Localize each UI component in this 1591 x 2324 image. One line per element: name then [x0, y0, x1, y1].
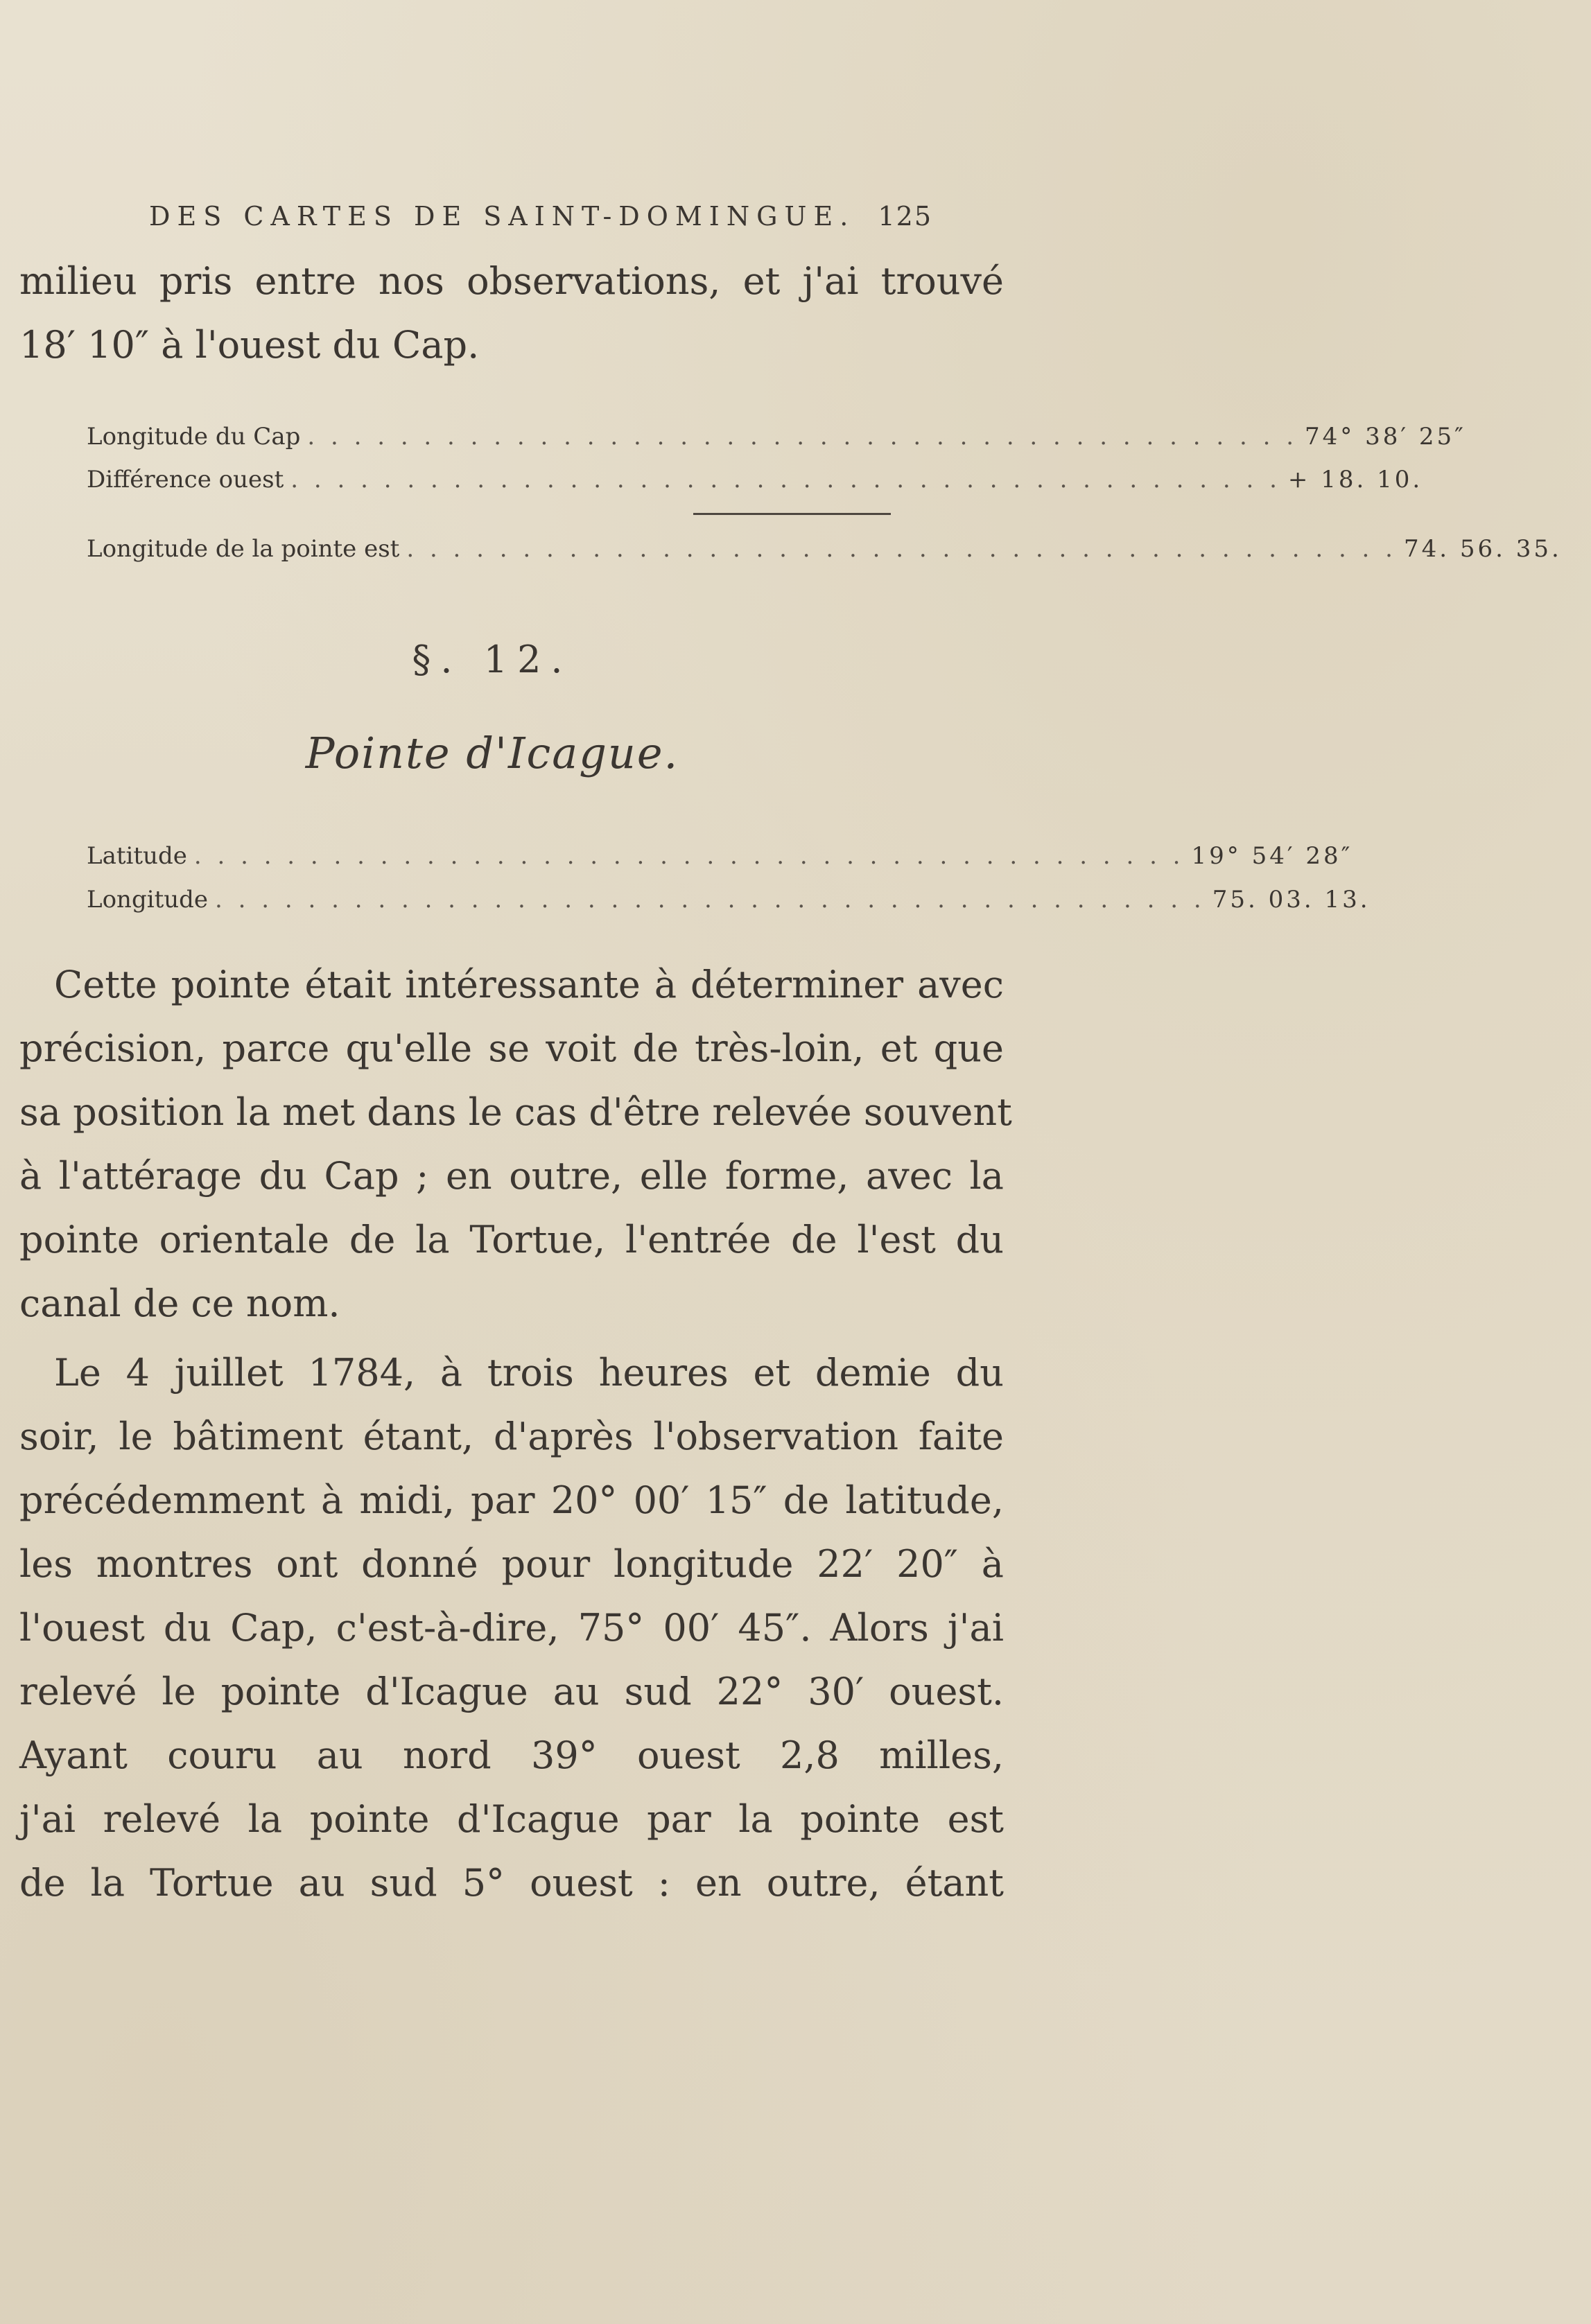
row-value: + 18. 10. — [1287, 466, 1423, 493]
text-line: sa position la met dans le cas d'être relevée souvent — [19, 1090, 1012, 1134]
text-line: Le 4 juillet 1784, à trois heures et demie du — [54, 1351, 1004, 1395]
text-line: j'ai relevé la pointe d'Icague par la pointe est — [19, 1797, 1004, 1841]
row-value: 19° 54′ 28″ — [1191, 842, 1353, 870]
text-line: les montres ont donné pour longitude 22′ 20″ à — [19, 1542, 1004, 1586]
text-line: soir, le bâtiment étant, d'après l'observation faite — [19, 1415, 1004, 1458]
text-line: de la Tortue au sud 5° ouest : en outre, étant — [19, 1861, 1004, 1905]
row-value: 74° 38′ 25″ — [1305, 423, 1466, 451]
leader-dots: . . . . . . . . . . . . . . . . . . . . . . . . . . . . . . . . . . . . . . . . . . . — [307, 423, 1298, 451]
row-label: Différence ouest — [87, 466, 284, 493]
table-row — [87, 416, 1466, 457]
row-value: 75. 03. 13. — [1212, 886, 1371, 914]
text-line: précédemment à midi, par 20° 00′ 15″ de latitude, — [19, 1478, 1004, 1522]
row-value: 74. 56. 35. — [1403, 535, 1562, 563]
table-row — [87, 528, 1562, 570]
section-title: Pointe d'Icague. — [305, 728, 679, 778]
leader-dots: . . . . . . . . . . . . . . . . . . . . . . . . . . . . . . . . . . . . . . . . . . . — [406, 535, 1397, 563]
row-label: Longitude de la pointe est — [87, 535, 400, 563]
text-line: précision, parce qu'elle se voit de très-loin, et que — [19, 1026, 1004, 1070]
running-title: DES CARTES DE SAINT-DOMINGUE. — [149, 201, 855, 231]
sum-rule — [693, 513, 891, 515]
text-line: l'ouest du Cap, c'est-à-dire, 75° 00′ 45″. Alors j'ai — [19, 1606, 1004, 1650]
row-label: Latitude — [87, 842, 187, 870]
section-number: §. 12. — [412, 638, 573, 681]
table-row — [87, 459, 1423, 500]
page-number: 125 — [878, 201, 932, 231]
row-label: Longitude — [87, 886, 209, 914]
leader-dots: . . . . . . . . . . . . . . . . . . . . . . . . . . . . . . . . . . . . . . . . . . . — [193, 842, 1185, 870]
text-line: à l'attérage du Cap ; en outre, elle forme, avec la — [19, 1154, 1004, 1198]
table-row — [87, 835, 1353, 877]
text-line: Ayant couru au nord 39° ouest 2,8 milles, — [19, 1733, 1004, 1777]
leader-dots: . . . . . . . . . . . . . . . . . . . . . . . . . . . . . . . . . . . . . . . . . . . — [290, 466, 1281, 493]
running-head — [149, 201, 932, 243]
text-line: pointe orientale de la Tortue, l'entrée de l'est du — [19, 1218, 1004, 1261]
row-label: Longitude du Cap — [87, 423, 301, 451]
text-line: relevé le pointe d'Icague au sud 22° 30′ ouest. — [19, 1670, 1004, 1713]
text-line: milieu pris entre nos observations, et j'ai trouvé — [19, 259, 1004, 303]
text-line: canal de ce nom. — [19, 1282, 340, 1325]
text-line: Cette pointe était intéressante à déterminer avec — [54, 963, 1004, 1006]
text-line: 18′ 10″ à l'ouest du Cap. — [19, 323, 480, 367]
leader-dots: . . . . . . . . . . . . . . . . . . . . . . . . . . . . . . . . . . . . . . . . . . . — [215, 886, 1206, 914]
table-row — [87, 879, 1371, 920]
